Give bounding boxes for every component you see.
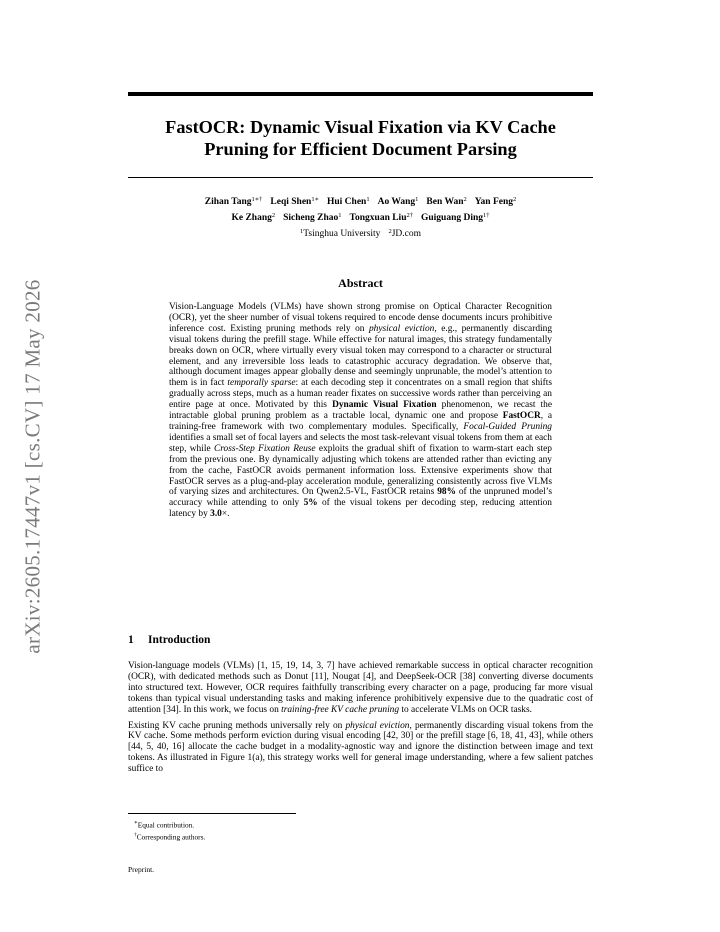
text-run: of the visual tokens per decoding step, reducing attention latency by <box>169 498 552 520</box>
author-affiliation-mark: 1 <box>366 196 370 203</box>
affiliation-mark: 1 <box>300 228 304 235</box>
title-top-rule <box>128 92 593 96</box>
text-run: Vision-language models (VLMs) [1, 15, 19, 14, 3, 7] have achieved remarkable success in optical character recognition (OCR), with dedicated methods such as Donut [11], Nougat [4], and DeepSeek-OCR [38] converting diverse documents into structured text. However, OCR requires faithfully transcribing every character on a page, producing far more visual tokens than typical visual understanding tasks and making inference prohibitively expensive due to the quadratic cost of attention [34]. In this work, we focus on <box>128 661 593 715</box>
paragraph <box>128 721 593 776</box>
author-block <box>128 193 593 241</box>
section-number: 1 <box>128 634 134 646</box>
author-name: Zihan Tang <box>204 197 252 207</box>
author-name: Ao Wang <box>377 197 416 207</box>
author <box>270 197 319 207</box>
author <box>378 197 419 207</box>
footnote-text: Corresponding authors. <box>136 832 206 842</box>
author-affiliation-mark: 1 <box>415 196 419 203</box>
author <box>475 197 517 207</box>
text-run: Vision-Language Models (VLMs) have shown strong promise on Optical Character Recognition (OCR), yet the sheer number of visual tokens required to encode dense documents incurs prohibitive inference cost. Existing pruning methods rely on <box>169 302 552 334</box>
italic-text: training-free KV cache pruning <box>281 704 400 715</box>
affiliation <box>300 229 380 239</box>
author-name: Guiguang Ding <box>420 213 484 223</box>
author-name: Ke Zhang <box>231 213 272 223</box>
text-run: , a training-free framework with two complementary modules. Specifically, <box>169 411 552 432</box>
author <box>231 213 275 223</box>
footnote-text: Equal contribution. <box>137 820 195 830</box>
arxiv-identifier <box>12 257 54 675</box>
author <box>327 197 370 207</box>
author-affiliation-mark: 1 <box>338 212 342 219</box>
author-row <box>128 193 593 209</box>
author-affiliation-mark: 2 <box>463 196 467 203</box>
bold-text: 98% <box>437 487 456 498</box>
text-run: , permanently discarding visual tokens from the KV cache. Some methods perform eviction during visual encoding [42, 30] or the prefill stage [6, 18, 41, 43], while others [44, 5, 40, 16] allocate the cache budget in a modality-agnostic way and ignore the distinction between image and text tokens. As illustrated in Figure 1(a), this strategy works well for general image understanding, where a few salient patches suffice to <box>128 720 593 775</box>
text-run: of the unpruned model’s accuracy while attending to only <box>169 487 552 509</box>
author-name: Yan Feng <box>474 197 514 207</box>
footnotes <box>134 818 534 843</box>
author-name: Ben Wan <box>426 197 464 207</box>
author-name: Tongxuan Liu <box>349 213 407 223</box>
footnote-mark: † <box>134 832 137 839</box>
affiliation-name: JD.com <box>391 229 421 239</box>
section-heading <box>128 634 593 646</box>
affiliation-mark: 2 <box>388 228 392 235</box>
italic-text: temporally sparse <box>227 378 296 389</box>
bold-text: 5% <box>303 498 318 509</box>
italic-text: physical eviction <box>368 323 435 334</box>
affiliation <box>388 229 421 239</box>
preprint-label: Preprint. <box>128 865 155 874</box>
author <box>283 213 341 223</box>
footnote-mark: ∗ <box>134 820 138 826</box>
paper-title-line-2: Pruning for Efficient Document Parsing <box>204 139 517 159</box>
italic-text: physical eviction <box>345 720 410 731</box>
author-row <box>128 209 593 225</box>
text-run: , e.g., permanently discarding visual tokens during the prefill stage. While effective for natural images, this strategy fundamentally breaks down on OCR, where virtually every visual token may correspond to a character or structural element, and any irreversible loss leads to catastrophic accuracy degradation. We observe that, although document images appear globally dense and seemingly unprunable, the model’s attention to them is in fact <box>169 323 553 389</box>
footnote <box>134 830 534 842</box>
author-affiliation-mark: 1∗ <box>311 196 319 203</box>
author <box>426 197 466 207</box>
paper-title-line-1: FastOCR: Dynamic Visual Fixation via KV Cache <box>165 117 556 137</box>
text-run: Existing KV cache pruning methods universally rely on <box>128 720 346 731</box>
footnote-rule <box>128 813 296 814</box>
author-affiliation-mark: 1† <box>483 212 490 219</box>
italic-text: Cross-Step Fixation Reuse <box>213 443 316 454</box>
affiliation-name: Tsinghua University <box>303 229 381 239</box>
bold-text: Dynamic Visual Fixation <box>332 400 437 411</box>
abstract-heading: Abstract <box>338 276 383 290</box>
text-run: phenomenon, we recast the intractable global pruning problem as a tractable local, dynamic one and propose <box>169 400 553 422</box>
footnote <box>134 818 534 830</box>
title-bottom-rule <box>128 177 593 178</box>
text-run: identifies a small set of focal layers and selects the most task-relevant visual tokens from them at each step, while <box>169 432 552 454</box>
author-affiliation-mark: 2† <box>406 212 413 219</box>
author-name: Sicheng Zhao <box>283 213 339 223</box>
affiliation-row <box>128 225 593 241</box>
author-name: Hui Chen <box>327 197 367 207</box>
bold-text: 3.0 <box>210 509 222 520</box>
author-name: Leqi Shen <box>270 197 312 207</box>
author-affiliation-mark: 2 <box>513 196 517 203</box>
text-run: : at each decoding step it concentrates on a small region that shifts gradually across steps, much as a human reader fixates on successive words rather than perceiving an entire page at once. Motivated by this <box>169 378 552 411</box>
abstract-body <box>169 302 552 520</box>
text-run: to accelerate VLMs on OCR tasks. <box>399 704 532 715</box>
text-run: ×. <box>221 509 230 520</box>
paper-title <box>128 116 593 160</box>
paragraph <box>128 661 593 716</box>
section-title: Introduction <box>148 634 211 646</box>
bold-text: FastOCR <box>502 411 541 422</box>
author <box>350 213 413 223</box>
author <box>205 197 263 207</box>
text-run: exploits the gradual shift of fixation to warm-start each step from the previous one. By dynamically adjusting which tokens are attended rather than evicting any from the cache, FastOCR avoids permanent information loss. Extensive experiments show that FastOCR serves as a plug-and-play acceleration module, generalizing consistently across five VLMs of varying sizes and architectures. On Qwen2.5-VL, FastOCR retains <box>169 443 552 498</box>
author-affiliation-mark: 2 <box>271 212 276 219</box>
author <box>421 213 490 223</box>
italic-text: Focal-Guided Pruning <box>463 421 552 432</box>
introduction-body <box>128 661 593 780</box>
arxiv-identifier-text: arXiv:2605.17447v1 [cs.CV] 17 May 2026 <box>20 278 45 654</box>
author-affiliation-mark: 1∗† <box>251 196 263 203</box>
